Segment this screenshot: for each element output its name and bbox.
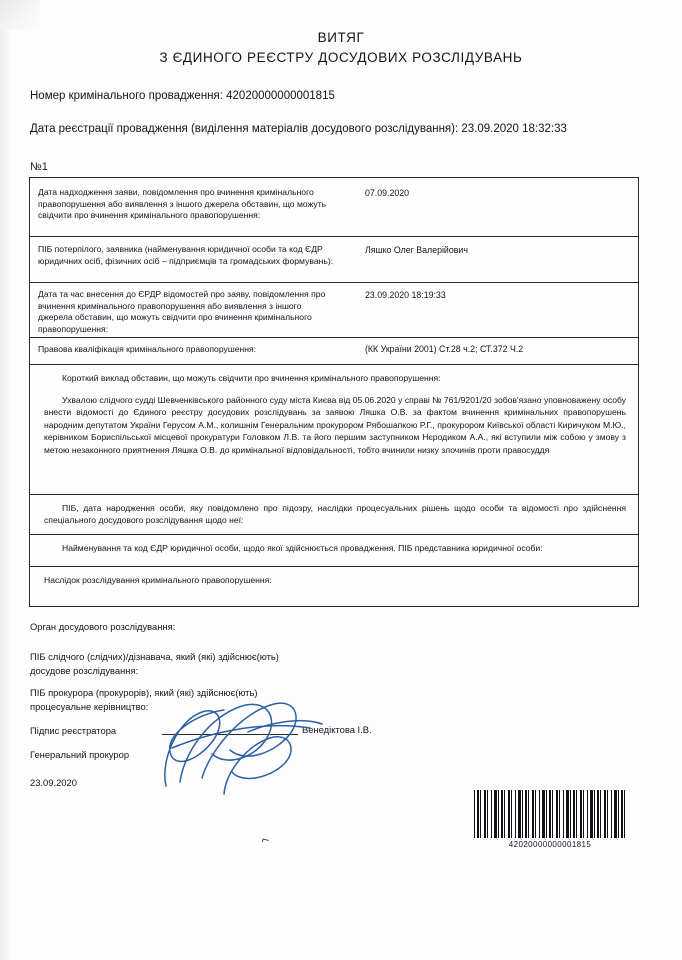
scan-smudge: ⌐ (260, 831, 272, 848)
barcode-area (474, 790, 626, 849)
prosecutor-line-2: процесуальне керівництво: (30, 701, 149, 712)
record-table (29, 177, 639, 607)
summary-text: Ухвалою слідчого судді Шевченківського районного суду міста Києва від 05.06.2020 у справі № 761/9201/20 зобов'язано уповноважену особу внести відомості до Єдиного реєстру досудових розслідувань за заявою Ляшка О.В. за фактом вчинення кримінальних правопорушень народним депутатом України Герусом А.М., колишнім Генеральним прокурором Рябошапкою Р.Г., прокурором Київської області Киричуком М.Ю., керівником Бориспільської місцевої прокуратури Головком Л.В. та його першим заступником Нєродиком А.А., які вступили між собою у змову з метою незаконного приятнення Ляшка О.В. до кримінальної відповідальності, тобто вчинили низку злочинів проти правосуддя (44, 395, 626, 455)
row-divider-4 (30, 364, 638, 365)
row-divider-6 (30, 534, 638, 535)
row-divider-1 (30, 236, 638, 237)
registrar-signature-label: Підпис реєстратора (30, 725, 117, 736)
sign-date: 23.09.2020 (30, 777, 77, 788)
legal-entity-block: Найменування та код ЄДР юридичної особи, щодо якої здійснюється провадження. ПІБ представника юридичної особи: (62, 543, 543, 553)
scan-edge-shading (0, 0, 12, 960)
row-divider-7 (30, 566, 638, 567)
signature-rule (162, 734, 298, 735)
row-label-erdr-entry-datetime: Дата та час внесення до ЄРДР відомостей про заяву, повідомлення про вчинення кримінального правопорушення або виявлення з іншого джерела обставин, що можуть свідчити про вчинення кримінального правопорушення: (38, 289, 326, 334)
summary-heading: Короткий виклад обставин, що можуть свідчити про вчинення кримінального правопорушення: (62, 373, 441, 383)
document-title (0, 28, 682, 68)
title-line-1: ВИТЯГ (317, 30, 365, 45)
row-value-legal-qualification: (КК України 2001) Ст.28 ч.2; СТ.372 Ч.2 (365, 344, 524, 354)
registration-date: Дата реєстрації провадження (виділення матеріалів досудового розслідування): 23.09.2020 18:32:33 (30, 123, 567, 135)
investigation-body-line: Орган досудового розслідування: (30, 621, 176, 632)
row-label-filing-date: Дата надходження заяви, повідомлення про вчинення кримінального правопорушення або виявлення з іншого джерела обставин, що можуть свідчити про вчинення кримінального правопорушення: (38, 187, 327, 220)
position-title: Генеральний прокурор (30, 749, 130, 760)
investigator-line-1: ПІБ слідчого (слідчих)/дізнавача, який (які) здійснює(ють) (30, 651, 279, 662)
entry-number: №1 (30, 161, 48, 173)
registrar-name: Венедіктова І.В. (302, 724, 372, 735)
title-line-2: З ЄДИНОГО РЕЄСТРУ ДОСУДОВИХ РОЗСЛІДУВАНЬ (159, 50, 523, 65)
case-number: Номер кримінального провадження: 42020000000001815 (30, 90, 335, 102)
investigator-line-2: досудове розслідування: (30, 665, 139, 676)
prosecutor-line-1: ПІБ прокурора (прокурорів), який (які) здійснює(ють) (30, 687, 258, 698)
investigation-result-block: Наслідок розслідування кримінального правопорушення: (44, 575, 272, 585)
barcode-image (474, 790, 626, 838)
row-label-legal-qualification: Правова кваліфікація кримінального правопорушення: (38, 344, 257, 354)
row-divider-3 (30, 337, 638, 338)
row-divider-5 (30, 494, 638, 495)
row-value-erdr-entry-datetime: 23.09.2020 18:19:33 (365, 290, 446, 300)
barcode-number: 42020000000001815 (508, 840, 592, 849)
row-label-victim: ПІБ потерпілого, заявника (найменування юридичної особи та код ЄДР юридичних осіб, фізичних осіб – підприємців та громадських формувань): (38, 244, 334, 266)
scan-corner-shading (0, 0, 40, 30)
row-value-filing-date: 07.09.2020 (365, 188, 410, 198)
handwritten-signature (150, 690, 330, 800)
suspect-block: ПІБ, дата народження особи, яку повідомлено про підозру, наслідки процесуальних рішень щодо особи та відомості про здійснення спеціального досудового розслідування щодо неї: (44, 503, 626, 526)
row-value-victim: Ляшко Олег Валерійович (365, 245, 468, 255)
row-divider-2 (30, 282, 638, 283)
